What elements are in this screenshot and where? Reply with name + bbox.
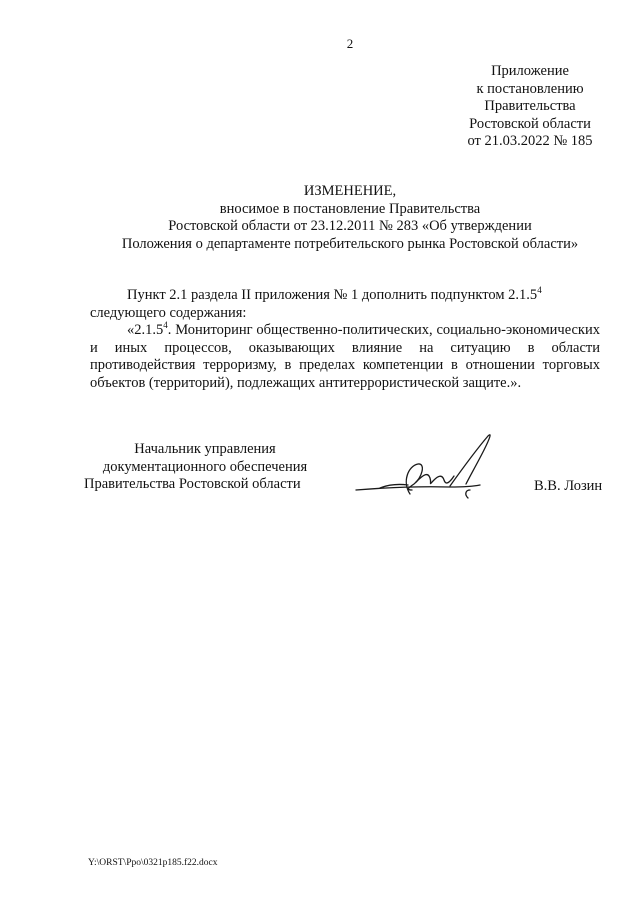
signature-title-line: Начальник управления	[134, 441, 276, 457]
file-path-footer: Y:\ORST\Ppo\0321p185.f22.docx	[88, 858, 218, 868]
paragraph-1	[90, 287, 600, 305]
superscript: 4	[163, 320, 168, 330]
heading-line: Положения о департаменте потребительского рынка Ростовской области»	[121, 235, 579, 252]
signature-title-line: документационного обеспечения	[102, 458, 308, 475]
appendix-line: Приложение	[491, 63, 569, 79]
signature-title	[85, 441, 325, 494]
document-body	[90, 287, 600, 392]
heading-title: ИЗМЕНЕНИЕ,	[303, 183, 397, 199]
appendix-line: от 21.03.2022 № 185	[467, 133, 593, 149]
page-number: 2	[346, 36, 354, 51]
signature-title-line: Правительства Ростовской области	[84, 476, 301, 492]
signer-name: В.В. Лозин	[534, 478, 603, 494]
appendix-line: Ростовской области	[469, 115, 591, 132]
document-heading	[100, 183, 600, 253]
handwritten-signature	[350, 428, 500, 508]
paragraph-1-continuation: следующего содержания:	[90, 304, 247, 321]
heading-line: вносимое в постановление Правительства	[219, 200, 481, 217]
appendix-line: к постановлению	[476, 80, 584, 97]
paragraph-2: «2.1.5$^4$. Мониторинг общественно-политических, социально-экономических и иных процессов, оказывающих влияние на ситуацию в области противодействия терроризму, в пределах компетенции в отношении торговых объектов (территорий), подлежащих антитеррористической защите.».	[90, 320, 600, 391]
heading-line: Ростовской области от 23.12.2011 № 283 «Об утверждении	[168, 218, 532, 234]
paragraph-1-line-1: Пункт 2.1 раздела II приложения № 1 дополнить подпунктом 2.1.5$^4$	[127, 285, 542, 303]
appendix-line: Правительства	[484, 98, 576, 114]
superscript: 4	[537, 285, 542, 295]
appendix-block	[430, 63, 630, 151]
